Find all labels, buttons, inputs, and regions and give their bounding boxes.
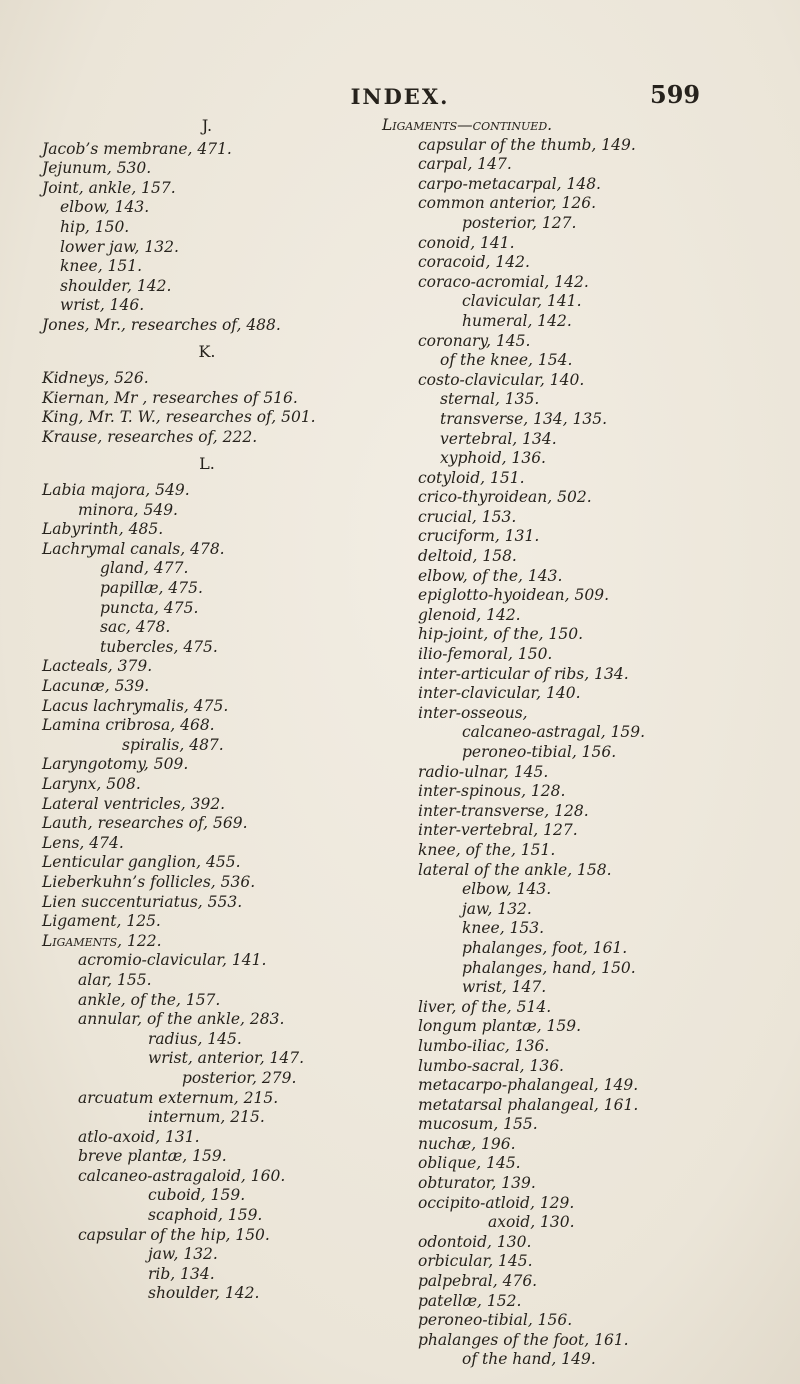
index-entry: radius, 145.: [148, 1029, 242, 1048]
index-entry: palpebral, 476.: [418, 1272, 538, 1291]
index-entry: puncta, 475.: [100, 598, 199, 617]
index-entry: axoid, 130.: [488, 1213, 575, 1232]
index-entry: papillæ, 475.: [100, 579, 203, 598]
page-number: 599: [650, 80, 701, 109]
index-entry: tubercles, 475.: [100, 637, 218, 656]
index-entry: Lacteals, 379.: [42, 657, 153, 676]
index-entry: phalanges of the foot, 161.: [418, 1330, 629, 1349]
index-entry: sternal, 135.: [440, 390, 540, 409]
index-entry: gland, 477.: [100, 559, 189, 578]
index-entry: glenoid, 142.: [418, 605, 521, 624]
index-entry: crico-thyroidean, 502.: [418, 488, 592, 507]
index-entry: phalanges, hand, 150.: [462, 958, 636, 977]
index-entry: Ligament, 125.: [42, 912, 161, 931]
index-entry: shoulder, 142.: [148, 1284, 260, 1303]
index-entry: hip-joint, of the, 150.: [418, 625, 584, 644]
index-entry: sac, 478.: [100, 618, 171, 637]
index-entry: calcaneo-astragal, 159.: [462, 723, 646, 742]
index-entry: Kiernan, Mr , researches of 516.: [42, 388, 298, 407]
index-entry: inter-clavicular, 140.: [418, 684, 581, 703]
index-entry: Lieberkuhn’s follicles, 536.: [42, 872, 256, 891]
index-entry: peroneo-tibial, 156.: [462, 743, 617, 761]
index-entry: elbow, of the, 143.: [418, 566, 563, 585]
index-entry: minora, 549.: [78, 500, 178, 519]
index-entry: Lateral ventricles, 392.: [42, 794, 226, 813]
index-entry: alar, 155.: [78, 970, 152, 989]
index-entry: of the knee, 154.: [440, 351, 573, 370]
index-entry: transverse, 134, 135.: [440, 409, 608, 428]
index-entry: spiralis, 487.: [122, 735, 224, 754]
index-entry: of the hand, 149.: [462, 1350, 596, 1369]
index-entry: jaw, 132.: [148, 1245, 218, 1264]
index-entry: lateral of the ankle, 158.: [418, 860, 612, 879]
index-entry: Lien succenturiatus, 553.: [42, 892, 243, 911]
index-entry: knee, 153.: [462, 919, 545, 938]
index-entry: phalanges, foot, 161.: [462, 938, 628, 957]
index-entry: metatarsal phalangeal, 161.: [418, 1095, 639, 1114]
index-entry: carpal, 147.: [418, 155, 512, 174]
index-entry: epiglotto-hyoidean, 509.: [418, 586, 610, 605]
index-entry: conoid, 141.: [418, 233, 515, 252]
index-letter-heading: K.: [198, 341, 216, 361]
running-header: INDEX.: [350, 84, 450, 109]
index-entry: lumbo-iliac, 136.: [418, 1036, 550, 1055]
index-entry: Jacob’s membrane, 471.: [42, 139, 232, 158]
index-entry: knee, 151.: [60, 257, 143, 276]
index-entry: obturator, 139.: [418, 1174, 536, 1193]
index-entry: elbow, 143.: [60, 198, 150, 217]
index-entry: patellæ, 152.: [418, 1291, 522, 1310]
index-entry: cuboid, 159.: [148, 1186, 246, 1205]
index-entry: ankle, of the, 157.: [78, 990, 221, 1009]
index-entry: liver, of the, 514.: [418, 997, 552, 1016]
index-entry: Lens, 474.: [42, 833, 124, 852]
index-entry: peroneo-tibial, 156.: [418, 1311, 573, 1330]
index-entry: Laryngotomy, 509.: [42, 755, 189, 774]
index-entry: wrist, 147.: [462, 978, 547, 997]
index-entry: common anterior, 126.: [418, 194, 597, 213]
index-entry: xyphoid, 136.: [440, 449, 546, 468]
index-entry: Labyrinth, 485.: [42, 520, 164, 539]
index-entry: vertebral, 134.: [440, 429, 557, 448]
index-column-left: [42, 116, 372, 1304]
index-entry: wrist, anterior, 147.: [148, 1049, 305, 1068]
index-entry: hip, 150.: [60, 217, 130, 236]
index-letter-heading: J.: [201, 116, 213, 135]
index-entry: Lachrymal canals, 478.: [42, 539, 225, 558]
index-entry: acromio-clavicular, 141.: [78, 951, 267, 970]
index-entry: atlo-axoid, 131.: [78, 1127, 200, 1146]
index-entry: Krause, researches of, 222.: [42, 427, 258, 446]
index-entry: Labia majora, 549.: [42, 481, 190, 500]
index-entry: King, Mr. T. W., researches of, 501.: [42, 408, 316, 427]
index-entry: costo-clavicular, 140.: [418, 370, 585, 389]
index-entry: crucial, 153.: [418, 507, 517, 526]
index-entry: Ligaments—continued.: [382, 116, 553, 134]
index-entry: cruciform, 131.: [418, 527, 540, 546]
index-entry: nuchæ, 196.: [418, 1134, 516, 1153]
index-entry: oblique, 145.: [418, 1154, 521, 1173]
index-entry: Lacunæ, 539.: [42, 677, 150, 696]
index-entry: Larynx, 508.: [42, 775, 141, 793]
index-entry: Lamina cribrosa, 468.: [42, 716, 215, 735]
index-entry: elbow, 143.: [462, 880, 552, 899]
index-entry: lumbo-sacral, 136.: [418, 1056, 564, 1075]
index-entry: Kidneys, 526.: [42, 369, 149, 388]
index-entry: coracoid, 142.: [418, 253, 530, 272]
index-entry: lower jaw, 132.: [60, 237, 179, 256]
index-entry: odontoid, 130.: [418, 1232, 532, 1251]
index-entry: longum plantæ, 159.: [418, 1017, 582, 1036]
index-entry: carpo-metacarpal, 148.: [418, 174, 601, 193]
index-entry: coraco-acromial, 142.: [418, 272, 589, 291]
index-entry: clavicular, 141.: [462, 292, 582, 311]
index-entry: Ligaments, 122.: [42, 931, 162, 950]
index-letter-heading: L.: [199, 453, 215, 473]
index-entry: capsular of the thumb, 149.: [418, 135, 636, 154]
index-entry: Joint, ankle, 157.: [42, 178, 176, 197]
index-entry: capsular of the hip, 150.: [78, 1225, 270, 1244]
index-entry: knee, of the, 151.: [418, 840, 556, 859]
index-entry: wrist, 146.: [60, 296, 145, 315]
index-entry: Lenticular ganglion, 455.: [42, 853, 241, 872]
index-entry: Lacus lachrymalis, 475.: [42, 696, 229, 715]
index-entry: mucosum, 155.: [418, 1115, 538, 1134]
index-entry: coronary, 145.: [418, 331, 531, 350]
index-entry: cotyloid, 151.: [418, 468, 525, 487]
index-entry: Lauth, researches of, 569.: [42, 814, 248, 833]
index-column-right: [382, 116, 792, 1370]
index-entry: deltoid, 158.: [418, 547, 517, 566]
index-entry: Jejunum, 530.: [42, 159, 152, 178]
index-entry: radio-ulnar, 145.: [418, 762, 549, 781]
index-entry: inter-osseous,: [418, 703, 528, 722]
index-entry: Jones, Mr., researches of, 488.: [42, 315, 281, 334]
index-entry: inter-transverse, 128.: [418, 801, 589, 820]
index-entry: posterior, 279.: [182, 1068, 297, 1087]
index-entry: jaw, 132.: [462, 899, 532, 918]
index-entry: humeral, 142.: [462, 311, 572, 330]
index-entry: metacarpo-phalangeal, 149.: [418, 1076, 639, 1095]
index-entry: orbicular, 145.: [418, 1252, 533, 1271]
index-entry: internum, 215.: [148, 1108, 265, 1127]
index-entry: inter-vertebral, 127.: [418, 821, 578, 840]
index-entry: inter-articular of ribs, 134.: [418, 664, 629, 683]
index-entry: scaphoid, 159.: [148, 1206, 263, 1225]
index-entry: arcuatum externum, 215.: [78, 1088, 279, 1107]
index-entry: breve plantæ, 159.: [78, 1147, 227, 1166]
index-entry: calcaneo-astragaloid, 160.: [78, 1166, 286, 1185]
index-entry: inter-spinous, 128.: [418, 782, 566, 801]
index-entry: shoulder, 142.: [60, 276, 172, 295]
index-entry: posterior, 127.: [462, 213, 577, 232]
index-entry: ilio-femoral, 150.: [418, 645, 553, 664]
index-entry: rib, 134.: [148, 1264, 215, 1283]
index-entry: occipito-atloid, 129.: [418, 1193, 575, 1212]
index-entry: annular, of the ankle, 283.: [78, 1010, 285, 1029]
